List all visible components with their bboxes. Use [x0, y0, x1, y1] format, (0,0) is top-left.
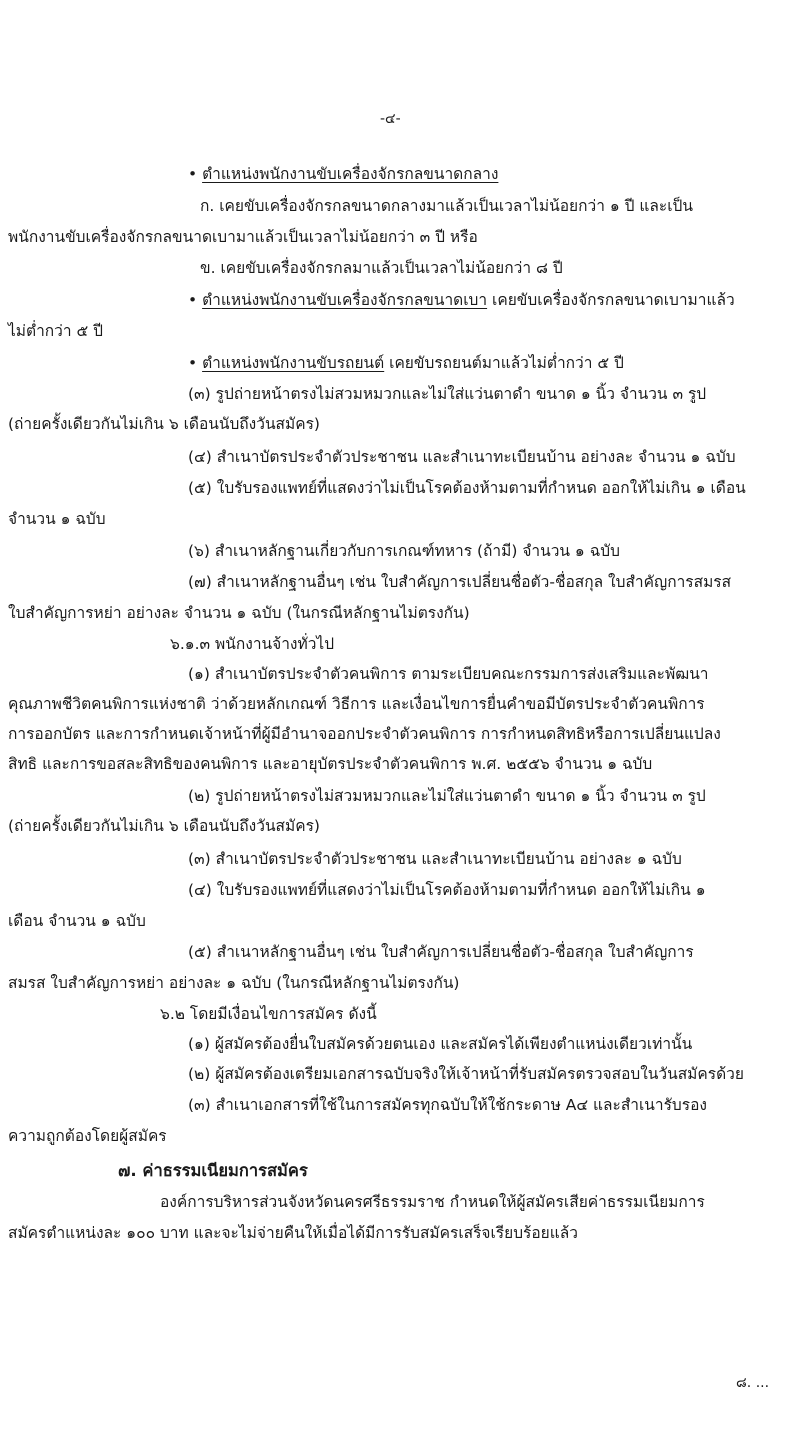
text-line: จำนวน ๑ ฉบับ: [8, 510, 106, 528]
text-line: (๒) รูปถ่ายหน้าตรงไม่สวมหมวกและไม่ใส่แว่นตาดำ ขนาด ๑ นิ้ว จำนวน ๓ รูป: [188, 787, 706, 805]
text-line: ข. เคยขับเครื่องจักรกลมาแล้วเป็นเวลาไม่น้อยกว่า ๘ ปี: [200, 259, 563, 277]
text-line: (๔) สำเนาบัตรประจำตัวประชาชน และสำเนาทะเบียนบ้าน อย่างละ จำนวน ๑ ฉบับ: [188, 448, 736, 466]
requirement-text: เคยขับเครื่องจักรกลขนาดเบามาแล้ว: [492, 291, 735, 309]
text-line: (๗) สำเนาหลักฐานอื่นๆ เช่น ใบสำคัญการเปลี่ยนชื่อตัว-ชื่อสกุล ใบสำคัญการสมรส: [188, 573, 732, 591]
subsection-heading: ๖.๒ โดยมีเงื่อนไขการสมัคร ดังนี้: [160, 1005, 377, 1023]
text-line: พนักงานขับเครื่องจักรกลขนาดเบามาแล้วเป็นเวลาไม่น้อยกว่า ๓ ปี หรือ: [8, 228, 478, 246]
heading-driver: ตำแหน่งพนักงานขับรถยนต์: [202, 354, 385, 372]
text-line: ก. เคยขับเครื่องจักรกลขนาดกลางมาแล้วเป็นเวลาไม่น้อยกว่า ๑ ปี และเป็น: [200, 197, 693, 215]
text-line: ความถูกต้องโดยผู้สมัคร: [8, 1127, 167, 1145]
text-line: (๕) ใบรับรองแพทย์ที่แสดงว่าไม่เป็นโรคต้องห้ามตามที่กำหนด ออกให้ไม่เกิน ๑ เดือน: [188, 479, 746, 497]
text-line: (๑) ผู้สมัครต้องยื่นใบสมัครด้วยตนเอง และสมัครได้เพียงตำแหน่งเดียวเท่านั้น: [188, 1035, 693, 1053]
bullet-light-machinery-operator: [188, 289, 735, 311]
bullet-icon: •: [188, 291, 198, 309]
text-line: สมรส ใบสำคัญการหย่า อย่างละ ๑ ฉบับ (ในกรณีหลักฐานไม่ตรงกัน): [8, 974, 460, 992]
text-line: ไม่ต่ำกว่า ๕ ปี: [8, 322, 103, 340]
text-line: (๔) ใบรับรองแพทย์ที่แสดงว่าไม่เป็นโรคต้องห้ามตามที่กำหนด ออกให้ไม่เกิน ๑: [188, 881, 706, 899]
text-line: (๓) สำเนาเอกสารที่ใช้ในการสมัครทุกฉบับให้ใช้กระดาษ A๔ และสำเนารับรอง: [188, 1096, 707, 1114]
text-line: สมัครตำแหน่งละ ๑๐๐ บาท และจะไม่จ่ายคืนให้เมื่อได้มีการรับสมัครเสร็จเรียบร้อยแล้ว: [8, 1224, 578, 1242]
text-line: เดือน จำนวน ๑ ฉบับ: [8, 912, 146, 930]
text-line: การออกบัตร และการกำหนดเจ้าหน้าที่ผู้มีอำนาจออกประจำตัวคนพิการ การกำหนดสิทธิหรือการเปลี่ยนแปลง: [8, 725, 721, 743]
requirement-text: เคยขับรถยนต์มาแล้วไม่ต่ำกว่า ๕ ปี: [389, 354, 624, 372]
heading-medium-machinery-operator: ตำแหน่งพนักงานขับเครื่องจักรกลขนาดกลาง: [202, 165, 499, 183]
page-number: -๔-: [380, 111, 401, 127]
text-line: (๓) รูปถ่ายหน้าตรงไม่สวมหมวกและไม่ใส่แว่นตาดำ ขนาด ๑ นิ้ว จำนวน ๓ รูป: [188, 385, 707, 403]
text-line: (๑) สำเนาบัตรประจำตัวคนพิการ ตามระเบียบคณะกรรมการส่งเสริมและพัฒนา: [188, 665, 709, 683]
bullet-medium-machinery-operator: [188, 163, 498, 185]
text-line: (ถ่ายครั้งเดียวกันไม่เกิน ๖ เดือนนับถึงวันสมัคร): [8, 415, 320, 433]
section-heading-fee: ๗. ค่าธรรมเนียมการสมัคร: [118, 1161, 308, 1180]
bullet-driver: [188, 352, 624, 374]
subsection-heading: ๖.๑.๓ พนักงานจ้างทั่วไป: [170, 635, 335, 653]
text-line: (ถ่ายครั้งเดียวกันไม่เกิน ๖ เดือนนับถึงวันสมัคร): [8, 817, 320, 835]
text-line: (๖) สำเนาหลักฐานเกี่ยวกับการเกณฑ์ทหาร (ถ้ามี) จำนวน ๑ ฉบับ: [188, 542, 620, 560]
text-line: (๓) สำเนาบัตรประจำตัวประชาชน และสำเนาทะเบียนบ้าน อย่างละ ๑ ฉบับ: [188, 850, 682, 868]
next-page-reference: ๘. ...: [736, 1375, 770, 1391]
bullet-icon: •: [188, 354, 198, 372]
bullet-icon: •: [188, 165, 198, 183]
text-line: (๕) สำเนาหลักฐานอื่นๆ เช่น ใบสำคัญการเปลี่ยนชื่อตัว-ชื่อสกุล ใบสำคัญการ: [188, 943, 694, 961]
text-line: คุณภาพชีวิตคนพิการแห่งชาติ ว่าด้วยหลักเกณฑ์ วิธีการ และเงื่อนไขการยื่นคำขอมีบัตรประจำตัวคนพิการ: [8, 695, 705, 713]
text-line: สิทธิ และการขอสละสิทธิของคนพิการ และอายุบัตรประจำตัวคนพิการ พ.ศ. ๒๕๕๖ จำนวน ๑ ฉบับ: [8, 755, 653, 773]
text-line: องค์การบริหารส่วนจังหวัดนครศรีธรรมราช กำหนดให้ผู้สมัครเสียค่าธรรมเนียมการ: [160, 1193, 705, 1211]
heading-light-machinery-operator: ตำแหน่งพนักงานขับเครื่องจักรกลขนาดเบา: [202, 291, 488, 309]
text-line: ใบสำคัญการหย่า อย่างละ จำนวน ๑ ฉบับ (ในกรณีหลักฐานไม่ตรงกัน): [8, 604, 470, 622]
text-line: (๒) ผู้สมัครต้องเตรียมเอกสารฉบับจริงให้เจ้าหน้าที่รับสมัครตรวจสอบในวันสมัครด้วย: [188, 1065, 744, 1083]
